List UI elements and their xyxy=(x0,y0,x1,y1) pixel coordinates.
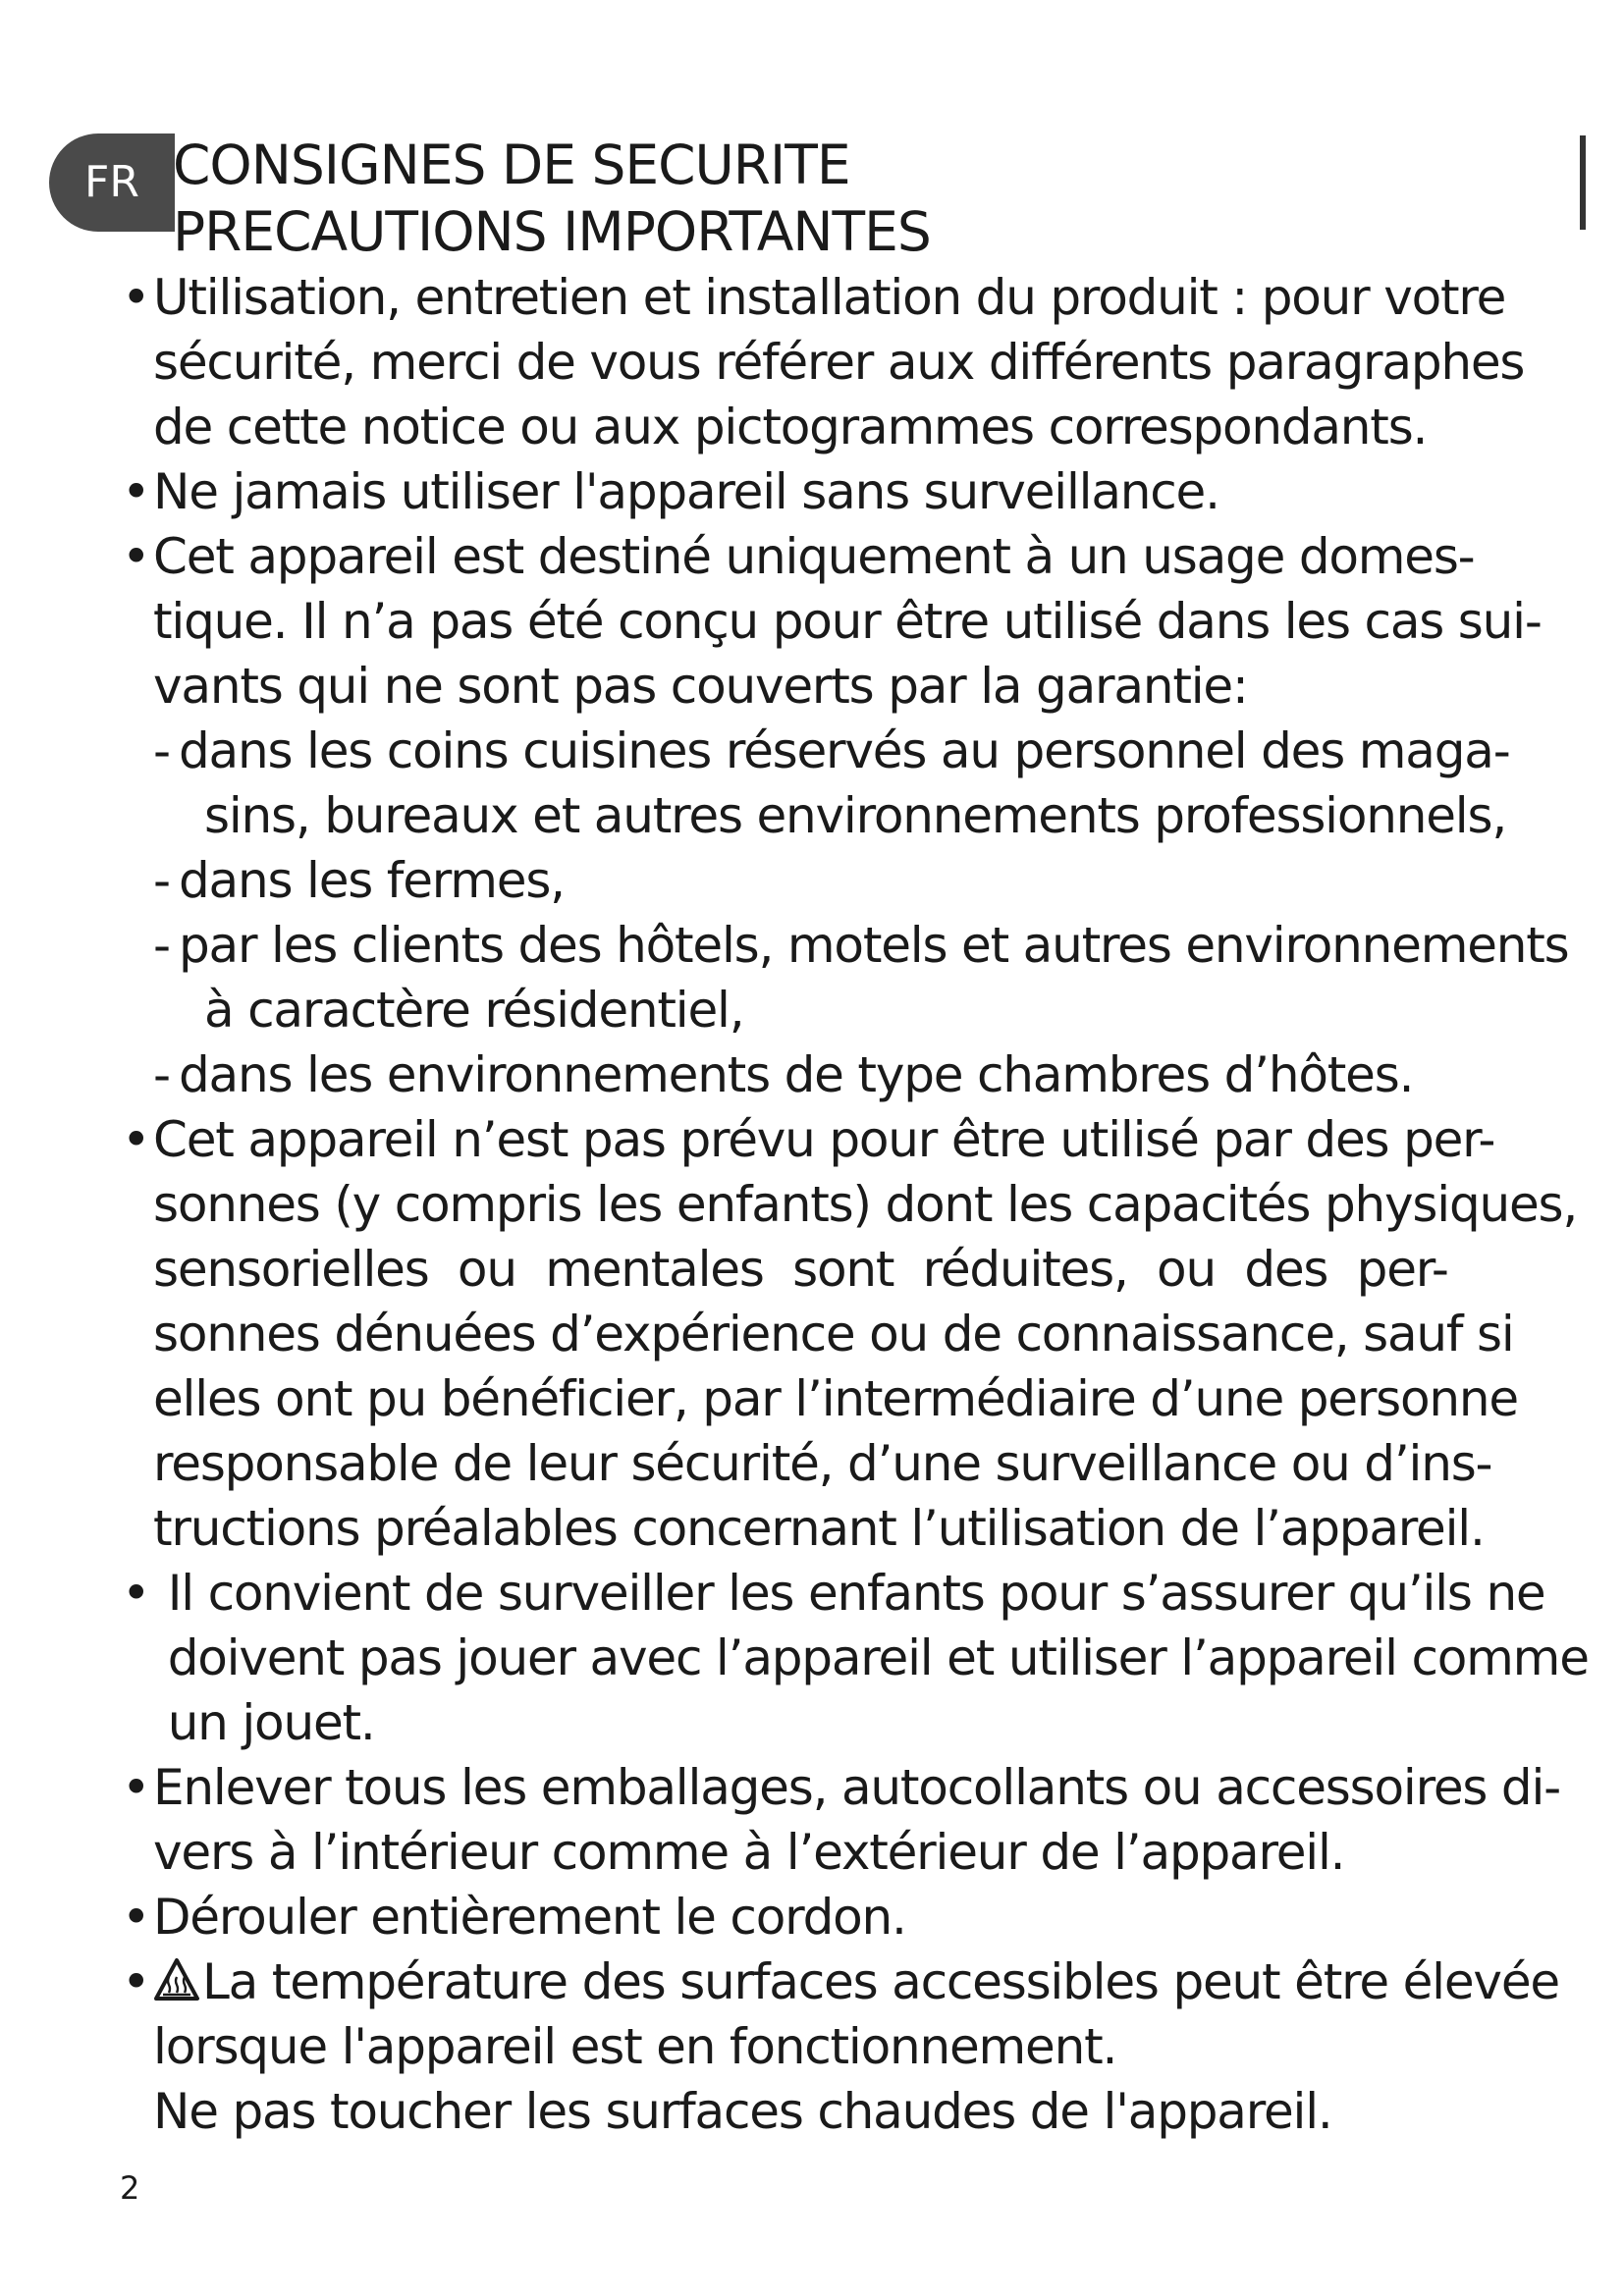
safety-item xyxy=(122,524,1575,719)
text-line: responsable de leur sécurité, d’une surveillance ou d’ins- xyxy=(153,1435,1492,1492)
bullet: • xyxy=(122,1889,150,1946)
safety-item xyxy=(122,1885,1575,1949)
safety-item xyxy=(122,265,1575,459)
text-line: Dérouler entièrement le cordon. xyxy=(153,1889,906,1946)
safety-item xyxy=(122,459,1575,524)
page-number: 2 xyxy=(120,2169,140,2207)
text-line: Cet appareil n’est pas prévu pour être utilisé par des per- xyxy=(153,1111,1495,1168)
sub-item xyxy=(122,719,1575,848)
text-line: elles ont pu bénéficier, par l’intermédiaire d’une personne xyxy=(153,1370,1518,1427)
dash: - xyxy=(153,852,170,909)
safety-item xyxy=(122,1107,1578,1561)
text-line: sonnes dénuées d’expérience ou de connaissance, sauf si xyxy=(153,1306,1514,1362)
dash: - xyxy=(153,917,170,974)
text-line: vants qui ne sont pas couverts par la garantie: xyxy=(153,658,1248,715)
safety-item xyxy=(122,1561,1589,1755)
text-line: sécurité, merci de vous référer aux différents paragraphes xyxy=(153,334,1525,391)
text-line: par les clients des hôtels, motels et autres environnements xyxy=(179,917,1569,974)
text-line: Ne jamais utiliser l'appareil sans surveillance. xyxy=(153,463,1219,520)
bullet: • xyxy=(122,1111,150,1168)
sub-item xyxy=(122,848,1575,913)
text-line: sins, bureaux et autres environnements professionnels, xyxy=(204,787,1507,844)
sub-item xyxy=(122,913,1575,1042)
text-line: sonnes (y compris les enfants) dont les capacités physiques, xyxy=(153,1176,1578,1233)
safety-item xyxy=(122,1755,1575,1885)
sub-item xyxy=(122,1042,1575,1107)
page-title xyxy=(173,132,931,265)
text-line: à caractère résidentiel, xyxy=(204,982,744,1039)
text-line: tructions préalables concernant l’utilisation de l’appareil. xyxy=(153,1500,1485,1557)
text-line: un jouet. xyxy=(153,1694,375,1751)
title-line-1: CONSIGNES DE SECURITE xyxy=(173,133,850,196)
title-line-2: PRECAUTIONS IMPORTANTES xyxy=(173,200,931,263)
dash: - xyxy=(153,722,170,779)
text-line: tique. Il n’a pas été conçu pour être utilisé dans les cas sui- xyxy=(153,593,1542,650)
text-line: Enlever tous les emballages, autocollants ou accessoires di- xyxy=(153,1759,1561,1816)
margin-marker-bar xyxy=(1580,135,1586,230)
language-tab: FR xyxy=(49,133,175,232)
text-line: dans les coins cuisines réservés au personnel des maga- xyxy=(179,722,1510,779)
bullet: • xyxy=(122,269,150,326)
text-line: dans les fermes, xyxy=(179,852,565,909)
hot-surface-warning-icon xyxy=(153,1957,200,2002)
text-line: Cet appareil est destiné uniquement à un usage domes- xyxy=(153,528,1475,585)
dash: - xyxy=(153,1046,170,1103)
bullet: • xyxy=(122,1565,150,1622)
text-line: Utilisation, entretien et installation du produit : pour votre xyxy=(153,269,1506,326)
text-line-content: La température des surfaces accessibles peut être élevée xyxy=(202,1953,1559,2010)
safety-instructions xyxy=(122,265,1589,2144)
text-line: Ne pas toucher les surfaces chaudes de l'appareil. xyxy=(153,2083,1332,2140)
bullet: • xyxy=(122,463,150,520)
safety-item xyxy=(122,1949,1575,2144)
bullet: • xyxy=(122,1759,150,1816)
text-line-with-icon xyxy=(153,1949,1575,2014)
bullet: • xyxy=(122,528,150,585)
text-line: dans les environnements de type chambres d’hôtes. xyxy=(179,1046,1414,1103)
text-line: doivent pas jouer avec l’appareil et utiliser l’appareil comme xyxy=(153,1629,1589,1686)
text-line: de cette notice ou aux pictogrammes correspondants. xyxy=(153,399,1428,455)
text-line: vers à l’intérieur comme à l’extérieur de l’appareil. xyxy=(153,1824,1345,1881)
text-line: sensorielles ou mentales sont réduites, ou des per- xyxy=(153,1241,1448,1298)
bullet: • xyxy=(122,1953,150,2010)
text-line: lorsque l'appareil est en fonctionnement. xyxy=(153,2018,1117,2075)
text-line: Il convient de surveiller les enfants pour s’assurer qu’ils ne xyxy=(153,1565,1545,1622)
